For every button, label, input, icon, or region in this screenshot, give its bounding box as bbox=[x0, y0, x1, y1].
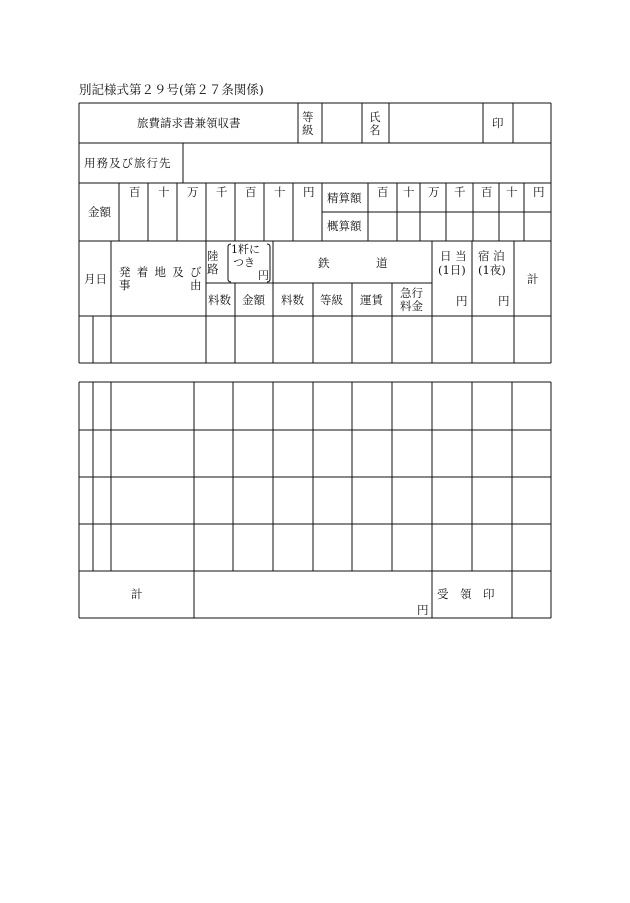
land-bracket-2: つき bbox=[233, 256, 255, 269]
sub-rail-fare: 料数 bbox=[281, 293, 304, 307]
sub-land-amount: 金額 bbox=[242, 293, 265, 307]
footer-total-label: 計 bbox=[131, 587, 143, 601]
land-bracket-3: 円 bbox=[258, 269, 269, 282]
route-label-left: 事 bbox=[119, 278, 131, 292]
digit-thousand: 千 bbox=[216, 185, 228, 199]
rail-label-left: 鉄 bbox=[318, 256, 330, 270]
receipt-label: 受 領 印 bbox=[437, 587, 495, 601]
digit-r-hundred: 百 bbox=[481, 185, 493, 199]
daily-label-1: 日 当 bbox=[440, 249, 467, 263]
digit-r-ten-million: 十 bbox=[403, 185, 415, 199]
digit-r-hundred-million: 百 bbox=[377, 185, 389, 199]
detail-row[interactable] bbox=[80, 431, 550, 476]
digit-yen: 円 bbox=[303, 185, 315, 199]
detail-row[interactable] bbox=[80, 383, 550, 429]
footer-total-field[interactable] bbox=[195, 572, 431, 617]
name-label-1: 氏 bbox=[369, 110, 381, 124]
amount-field[interactable] bbox=[120, 200, 321, 240]
detail-row[interactable] bbox=[80, 525, 550, 570]
receipt-seal-field[interactable] bbox=[513, 572, 550, 617]
gaisan-label: 概算額 bbox=[327, 219, 362, 233]
route-label-right: 由 bbox=[190, 278, 202, 292]
digit-hundred-million: 百 bbox=[129, 185, 141, 199]
grade-label-2: 級 bbox=[302, 123, 314, 137]
date-label: 月日 bbox=[84, 272, 107, 286]
digit-ten-million: 十 bbox=[158, 185, 170, 199]
form-heading: 別記様式第２９号(第２７条関係) bbox=[79, 82, 264, 97]
purpose-label: 用務及び旅行先 bbox=[84, 156, 172, 170]
detail-row[interactable] bbox=[80, 478, 550, 523]
land-label-2: 路 bbox=[207, 262, 219, 276]
name-field[interactable] bbox=[390, 104, 482, 142]
route-label-top: 発 着 地 及 び bbox=[119, 265, 203, 279]
seisan-label: 精算額 bbox=[327, 191, 362, 205]
digit-r-yen: 円 bbox=[533, 185, 545, 199]
digit-r-ten: 十 bbox=[506, 185, 518, 199]
detail-row[interactable] bbox=[80, 317, 550, 362]
sub-rail-fare2: 運賃 bbox=[360, 293, 383, 307]
land-bracket-1: 1粁に bbox=[231, 243, 260, 256]
grade-field[interactable] bbox=[323, 104, 361, 142]
form-title: 旅費請求書兼領収書 bbox=[137, 116, 241, 130]
name-label-2: 名 bbox=[369, 123, 381, 137]
sub-land-fare: 料数 bbox=[208, 293, 231, 307]
land-label-1: 陸 bbox=[207, 249, 219, 263]
amount-label: 金額 bbox=[88, 205, 111, 219]
gaisan-field[interactable] bbox=[369, 213, 550, 240]
digit-hundred: 百 bbox=[245, 185, 257, 199]
daily-label-2: (1日) bbox=[438, 263, 466, 277]
purpose-field[interactable] bbox=[184, 144, 550, 182]
digit-ten: 十 bbox=[274, 185, 286, 199]
lodging-label-2: (1夜) bbox=[478, 263, 506, 277]
sub-express-1: 急行 bbox=[400, 286, 423, 300]
lodging-label-1: 宿 泊 bbox=[478, 249, 505, 263]
daily-label-yen: 円 bbox=[456, 294, 468, 308]
total-col-label: 計 bbox=[527, 272, 539, 286]
sub-rail-grade: 等級 bbox=[320, 293, 343, 307]
lodging-label-yen: 円 bbox=[498, 294, 510, 308]
rail-label-right: 道 bbox=[376, 256, 388, 270]
seal-field[interactable] bbox=[514, 104, 550, 142]
grade-label-1: 等 bbox=[302, 110, 314, 124]
footer-yen: 円 bbox=[417, 603, 429, 617]
seisan-field[interactable] bbox=[369, 200, 550, 211]
digit-r-thousand: 千 bbox=[454, 185, 466, 199]
digit-r-ten-thousand: 万 bbox=[428, 185, 440, 199]
digit-ten-thousand: 万 bbox=[187, 185, 199, 199]
seal-label: 印 bbox=[492, 116, 504, 130]
sub-express-2: 料金 bbox=[400, 299, 423, 313]
